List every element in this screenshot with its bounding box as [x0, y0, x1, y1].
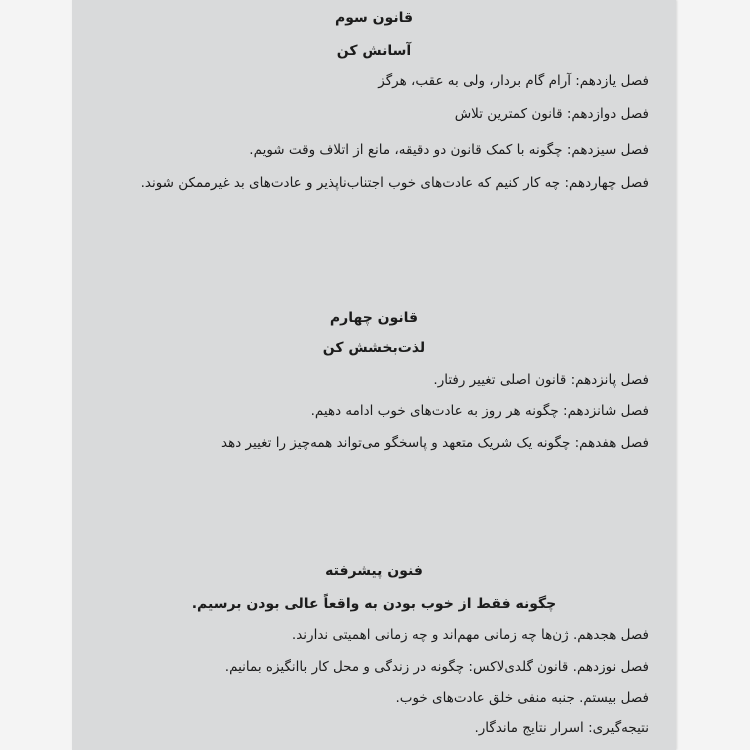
chapter-line: فصل چهاردهم: چه کار کنیم که عادت‌های خوب اجتناب‌ناپذیر و عادت‌های بد غیرممکن شوند. — [140, 175, 649, 191]
section-subheading: آسانش کن — [336, 43, 412, 59]
chapter-line: نتیجه‌گیری: اسرار نتایج ماندگار. — [474, 720, 649, 736]
chapter-line: فصل شانزدهم: چگونه هر روز به عادت‌های خوب ادامه دهیم. — [310, 403, 649, 419]
chapter-line: فصل یازدهم: آرام گام بردار، ولی به عقب، هرگز — [378, 73, 649, 89]
section-subheading: چگونه فقط از خوب بودن به واقعاً عالی بودن برسیم. — [191, 596, 557, 612]
chapter-line: فصل نوزدهم. قانون گلدی‌لاکس: چگونه در زندگی و محل کار باانگیزه بمانیم. — [224, 659, 649, 675]
chapter-line: فصل پانزدهم: قانون اصلی تغییر رفتار. — [433, 372, 649, 388]
chapter-line: فصل سیزدهم: چگونه با کمک قانون دو دقیقه، مانع از اتلاف وقت شویم. — [249, 142, 649, 158]
chapter-line: فصل هفدهم: چگونه یک شریک متعهد و پاسخگو می‌تواند همه‌چیز را تغییر دهد — [221, 435, 649, 451]
chapter-line: فصل دوازدهم: قانون کمترین تلاش — [454, 106, 649, 122]
chapter-line: فصل بیستم. جنبه منفی خلق عادت‌های خوب. — [395, 690, 649, 706]
book-page — [72, 0, 676, 750]
section-subheading: لذت‌بخشش کن — [322, 340, 426, 356]
section-heading: قانون سوم — [334, 10, 414, 26]
chapter-line: فصل هجدهم. ژن‌ها چه زمانی مهم‌اند و چه زمانی اهمیتی ندارند. — [291, 627, 649, 643]
section-heading: فنون پیشرفته — [325, 563, 423, 579]
section-heading: قانون چهارم — [329, 310, 419, 326]
